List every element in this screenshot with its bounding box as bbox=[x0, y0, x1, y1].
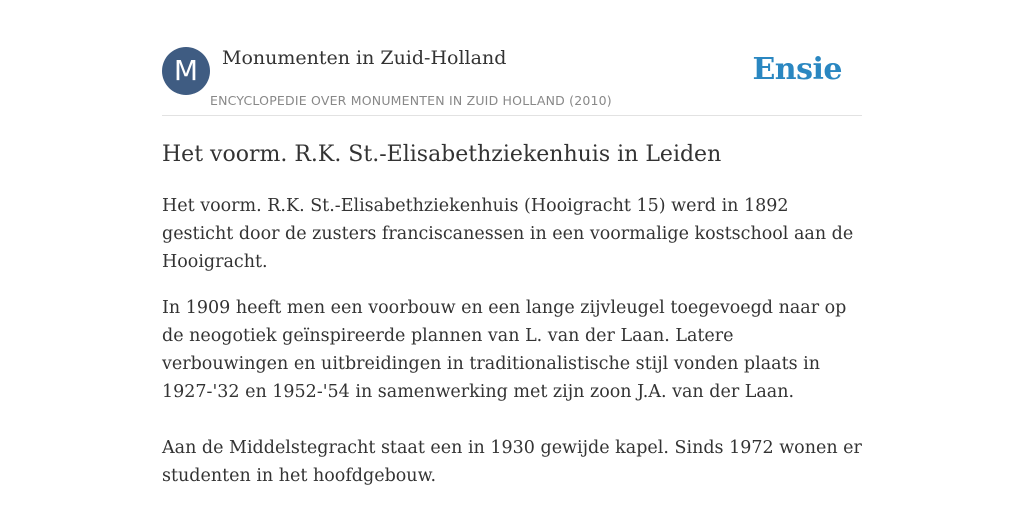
article-title: Het voorm. R.K. St.-Elisabethziekenhuis in Leiden bbox=[162, 142, 722, 167]
article-body bbox=[162, 192, 862, 508]
article-paragraph: Het voorm. R.K. St.-Elisabethziekenhuis (Hooigracht 15) werd in 1892 gesticht door de zusters franciscanessen in een voormalige kostschool aan de Hooigracht. bbox=[162, 196, 854, 272]
brand-logo[interactable]: Ensie bbox=[752, 52, 842, 87]
avatar[interactable]: M bbox=[162, 47, 210, 95]
article-paragraph: In 1909 heeft men een voorbouw en een lange zijvleugel toegevoegd naar op de neogotiek geïnspireerde plannen van L. van der Laan. Latere verbouwingen en uitbreidingen in traditionalistische stijl vonden plaats in 1927-'32 en 1952-'54 in samenwerking met zijn zoon J.A. van der Laan. Aan de Middelstegracht staat een in 1930 gewijde kapel. Sinds 1972 wonen er studenten in het hoofdgebouw. bbox=[162, 298, 862, 486]
site-subtitle: ENCYCLOPEDIE OVER MONUMENTEN IN ZUID HOLLAND (2010) bbox=[210, 93, 612, 108]
header bbox=[162, 46, 862, 116]
divider bbox=[162, 115, 862, 116]
site-title[interactable]: Monumenten in Zuid-Holland bbox=[222, 47, 507, 69]
